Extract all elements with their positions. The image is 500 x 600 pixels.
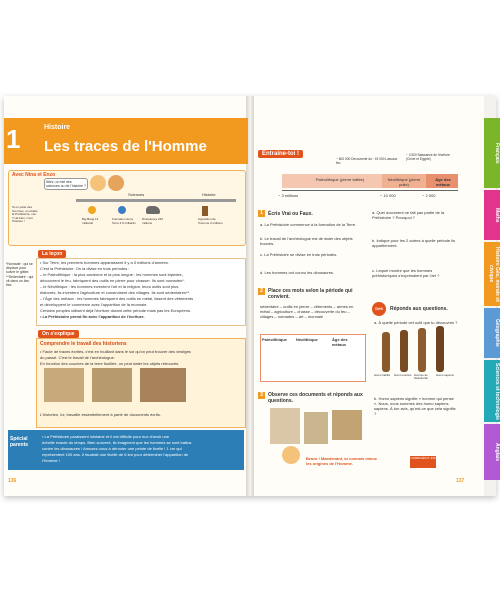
defi-item: a. À quelle période cet outil que tu découvres ? bbox=[374, 320, 458, 325]
speech-bubble: Allez, on fait des sciences ou de l'histoire ? bbox=[44, 178, 88, 190]
timeline-item: Formation de la Terre 4,5 milliards bbox=[112, 217, 136, 225]
parents-line: l'Homme ! bbox=[42, 458, 60, 463]
homo-erectus-figure bbox=[400, 330, 408, 372]
tab-francais[interactable]: Français bbox=[484, 118, 500, 188]
defi-badge: Défi bbox=[372, 302, 386, 316]
timeline-date: − 600 000 Découverte du feu bbox=[336, 157, 372, 165]
lecon-line: C'est la Préhistoire. On la divise en trois périodes : bbox=[40, 266, 130, 271]
exercise-3-title: Observe ces documents et réponds aux questions. bbox=[268, 392, 363, 404]
nina-avatar bbox=[90, 175, 106, 191]
corriges-badge: CORRIGÉS P. 235 bbox=[410, 456, 436, 468]
axis-tick: − 2 000 bbox=[422, 193, 436, 198]
lecon-line: • Sur Terre, les premiers hommes apparaissent il y a 3 millions d'années. bbox=[40, 260, 169, 265]
parents-line: échelle exacte du temps. Bien souvent, ils imaginent que les hommes se sont battus bbox=[42, 440, 192, 445]
parents-line: contre les dinosaures ! Amusez-vous à dérouler une pelote de ficelle ! 1 cm qui bbox=[42, 446, 182, 451]
parents-line: • La Préhistoire paraissent lointaine et il est difficile pour eux d'avoir une bbox=[42, 434, 170, 439]
tab-anglais[interactable]: Anglais bbox=[484, 424, 500, 480]
exercise-3-number: 3 bbox=[258, 392, 265, 399]
evolution-label: Homo erectus bbox=[394, 373, 412, 377]
exercise-2-words: sédentaire – outils en pierre – vêtements – armes en métal – agriculture – chasse – découverte du feu – villages – nomades – art – monnaie bbox=[260, 304, 354, 319]
explique-title: Comprendre le travail des historiens bbox=[40, 341, 127, 347]
exercise-1-title: Écris Vrai ou Faux. bbox=[268, 211, 313, 217]
defi-header: Réponds aux questions. bbox=[390, 306, 448, 312]
evolution-label: Homo sapiens bbox=[436, 373, 454, 377]
exercise-1-number: 1 bbox=[258, 210, 265, 217]
timeline-item: Dinosaures 230 millions bbox=[142, 217, 164, 225]
chapter-title: Les traces de l'Homme bbox=[44, 138, 207, 155]
timeline-label-sciences: Sciences bbox=[128, 192, 145, 197]
entraine-header: Entraîne-toi ! bbox=[258, 150, 303, 158]
tab-geographie[interactable]: Géographie bbox=[484, 308, 500, 358]
page-number-right: 137 bbox=[456, 478, 465, 484]
timeline-item: Big Bang 13 milliards bbox=[82, 217, 99, 225]
exercise-1-item: c. La Préhistoire se divise en trois périodes. bbox=[260, 252, 338, 257]
neanderthal-figure bbox=[418, 328, 426, 372]
lecon-line: – le Paléolithique : la plus ancienne et la plus longue ; les hommes sont bipèdes, bbox=[40, 272, 183, 277]
explique-line: du passé. C'est le travail de l'archéologue. bbox=[40, 355, 115, 360]
mascot-avatar bbox=[282, 446, 300, 464]
evolution-label: Homo habilis bbox=[374, 373, 391, 377]
dinosaur-icon bbox=[146, 206, 160, 214]
question-item: c. Lequel montre que les hommes préhistoriques s'exprimaient par l'art ? bbox=[372, 268, 440, 278]
chapter-number: 1 bbox=[6, 124, 21, 154]
explique-footer: L'historien, lui, travaille essentiellement à partir de documents écrits. bbox=[40, 412, 161, 417]
timeline-item: Apparition de l'homme 3 millions bbox=[198, 217, 223, 225]
lecon-header: La leçon bbox=[38, 250, 66, 258]
axis-tick: − 10 000 bbox=[380, 193, 396, 198]
lecon-line: • La Préhistoire prend fin avec l'apparition de l'écriture. bbox=[40, 314, 145, 319]
dig-site-photo bbox=[140, 368, 186, 402]
earth-icon bbox=[118, 206, 126, 214]
question-item: a. Quel document ne fait pas partie de la Préhistoire ? Pourquoi ? bbox=[372, 210, 445, 220]
clay-tablet-photo bbox=[332, 410, 362, 440]
sorting-table-header: Néolithique bbox=[296, 337, 318, 342]
lecon-line: Certains peuples utilisent déjà l'écriture durant cette période mais pas les Européens. bbox=[40, 308, 192, 313]
soil-layers-illustration bbox=[44, 368, 84, 402]
evolution-label: Homme de Néandertal bbox=[414, 373, 428, 380]
big-bang-icon bbox=[88, 206, 96, 214]
lecon-line: – le Néolithique : les hommes inventent l'art et la religion, leurs outils sont plus bbox=[40, 284, 179, 289]
side-bubble: Si on parle des hommes, on étudie la Préhistoire, non ? Ha bien, c'est l'histoire ! bbox=[12, 205, 38, 224]
lecon-line: et développent le commerce avec l'apparition de la monnaie. bbox=[40, 302, 148, 307]
parents-label: Spécial parents bbox=[10, 436, 29, 448]
question-item: b. Indique pour les 2 autres à quelle période ils appartiennent. bbox=[372, 238, 455, 248]
homo-sapiens-figure bbox=[436, 326, 444, 372]
defi-item: b. Homo sapiens signifie « homme qui pense ». Nous, nous sommes des homo sapiens sapiens. À ton avis, qu'est-ce que cela signifie ? bbox=[374, 396, 456, 416]
lecon-line: – l'Âge des métaux : les hommes fabriquent des outils en métal, tissent des vêtements bbox=[40, 296, 194, 301]
period-label: Âge des métaux bbox=[435, 177, 451, 187]
timeline-date: − 15 000 Lascaux bbox=[372, 157, 398, 161]
tab-histoire[interactable]: Histoire Géo, morale et civique bbox=[484, 242, 500, 306]
exercise-1-item: d. Les hommes ont connu les dinosaures. bbox=[260, 270, 335, 275]
tab-sciences[interactable]: Sciences et technologie bbox=[484, 360, 500, 422]
timeline-label-histoire: Histoire bbox=[202, 192, 216, 197]
margin-note: *Nomade : qui se déplace pour suivre le gibier. **Sédentaire : qui vit dans un lieu fixe. bbox=[6, 262, 34, 288]
excavation-photo bbox=[92, 368, 132, 402]
axis-line bbox=[282, 190, 458, 191]
cave-painting-photo bbox=[270, 408, 300, 444]
axis-tick: − 3 millions bbox=[278, 193, 299, 198]
tab-maths[interactable]: Maths bbox=[484, 190, 500, 240]
exercise-2-title: Place ces mots selon la période qui convient. bbox=[268, 288, 353, 300]
lecon-line: élaborés, ils inventent l'agriculture et construisent des villages. Ils sont sédentaires**. bbox=[40, 290, 191, 295]
stone-tools-photo bbox=[304, 412, 328, 444]
human-icon bbox=[202, 206, 208, 216]
enzo-avatar bbox=[108, 175, 124, 191]
period-label: Paléolithique (pierre taillée) bbox=[315, 177, 365, 182]
page-number-left: 136 bbox=[8, 478, 17, 484]
exercise-1-item: b. Le travail de l'archéologue est de dater des objets trouvés. bbox=[260, 236, 353, 246]
lecon-line: découvrent le feu, fabriquent des outils en pierre pour chasser. Ils sont nomades*. bbox=[40, 278, 185, 283]
explique-line: En fonction des couches de la terre fouillée, on peut dater les objets retrouvés. bbox=[40, 361, 180, 366]
explique-line: • Faute de traces écrites, c'est en fouillant dans le sol qu'on peut trouver des vestiges bbox=[40, 349, 191, 354]
sorting-table-header: Âge des métaux bbox=[332, 337, 348, 347]
exercise-2-number: 2 bbox=[258, 288, 265, 295]
period-label: Néolithique (pierre polie) bbox=[387, 177, 421, 187]
exercise-1-item: a. La Préhistoire commence à la formation de la Terre. bbox=[260, 222, 357, 227]
chapter-tag: Histoire bbox=[44, 124, 71, 131]
parents-line: représentent 100 ans. Il faudrait une ficelle de 6 km pour déterminer l'apparition de bbox=[42, 452, 189, 457]
sorting-table-header: Paléolithique bbox=[262, 337, 287, 342]
timeline-date: − 3 500 Naissance de l'écriture (Chine et Égypte) bbox=[406, 153, 450, 161]
nina-enzo-header: Avec Nina et Enzo bbox=[12, 172, 56, 178]
homo-habilis-figure bbox=[382, 332, 390, 372]
science-timeline-bar bbox=[76, 199, 236, 202]
bravo-message: Bravo ! Maintenant, tu connais mieux les origines de l'Homme. bbox=[306, 456, 377, 466]
explique-header: On s'explique bbox=[38, 330, 79, 338]
